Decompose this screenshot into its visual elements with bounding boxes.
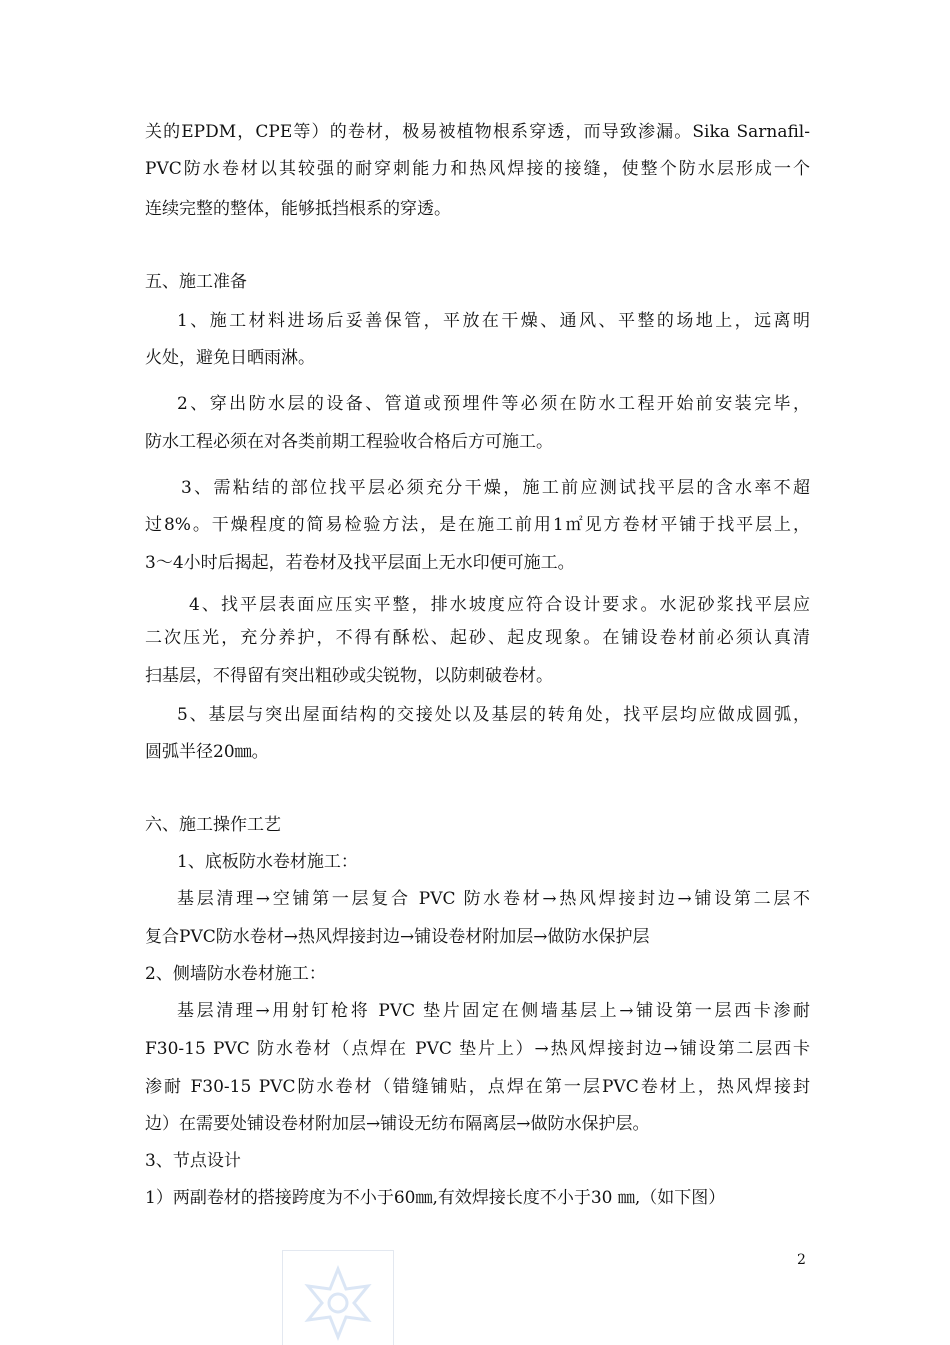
paragraph-line: 关的EPDM，CPE等）的卷材，极易被植物根系穿透，而导致渗漏。Sika Sarnafil- bbox=[145, 122, 810, 142]
paragraph-line: 5、基层与突出屋面结构的交接处以及基层的转角处，找平层均应做成圆弧， bbox=[177, 705, 810, 725]
paragraph-line: 连续完整的整体，能够抵挡根系的穿透。 bbox=[145, 199, 451, 219]
paragraph-line: 边）在需要处铺设卷材附加层→铺设无纺布隔离层→做防水保护层。 bbox=[145, 1114, 650, 1134]
paragraph-line: 圆弧半径20㎜。 bbox=[145, 742, 269, 762]
snowflake-logo-icon bbox=[283, 1251, 393, 1345]
watermark-logo bbox=[282, 1250, 394, 1345]
paragraph-line: 1、施工材料进场后妥善保管，平放在干燥、通风、平整的场地上，远离明 bbox=[177, 311, 810, 331]
paragraph-line: 复合PVC防水卷材→热风焊接封边→铺设卷材附加层→做防水保护层 bbox=[145, 927, 650, 947]
paragraph-line: 防水工程必须在对各类前期工程验收合格后方可施工。 bbox=[145, 432, 553, 452]
paragraph-line: F30-15 PVC 防水卷材（点焊在 PVC 垫片上）→热风焊接封边→铺设第二层西卡 bbox=[145, 1039, 810, 1059]
paragraph-line: 3、节点设计 bbox=[145, 1151, 241, 1171]
section-heading: 六、施工操作工艺 bbox=[145, 815, 281, 835]
paragraph-line: 1）两副卷材的搭接跨度为不小于60㎜,有效焊接长度不小于30 ㎜,（如下图） bbox=[145, 1188, 726, 1208]
paragraph-line: 3～4小时后揭起，若卷材及找平层面上无水印便可施工。 bbox=[145, 553, 575, 573]
page-number: 2 bbox=[797, 1252, 806, 1268]
paragraph-line: 火处，避免日晒雨淋。 bbox=[145, 348, 315, 368]
paragraph-line: 基层清理→用射钉枪将 PVC 垫片固定在侧墙基层上→铺设第一层西卡渗耐 bbox=[177, 1001, 810, 1021]
paragraph-line: 2、穿出防水层的设备、管道或预埋件等必须在防水工程开始前安装完毕， bbox=[177, 394, 810, 414]
paragraph-line: 基层清理→空铺第一层复合 PVC 防水卷材→热风焊接封边→铺设第二层不 bbox=[177, 889, 810, 909]
paragraph-line: 扫基层，不得留有突出粗砂或尖锐物，以防刺破卷材。 bbox=[145, 666, 553, 686]
paragraph-line: 过8%。干燥程度的简易检验方法，是在施工前用1㎡见方卷材平铺于找平层上， bbox=[145, 515, 810, 535]
paragraph-line: 3、需粘结的部位找平层必须充分干燥，施工前应测试找平层的含水率不超 bbox=[181, 478, 810, 498]
paragraph-line: 渗耐 F30-15 PVC防水卷材（错缝铺贴，点焊在第一层PVC卷材上，热风焊接封 bbox=[145, 1077, 810, 1097]
section-heading: 五、施工准备 bbox=[145, 272, 247, 292]
paragraph-line: 4、找平层表面应压实平整，排水坡度应符合设计要求。水泥砂浆找平层应 bbox=[189, 595, 810, 615]
paragraph-line: 1、底板防水卷材施工： bbox=[177, 852, 358, 872]
paragraph-line: 2、侧墙防水卷材施工： bbox=[145, 964, 326, 984]
paragraph-line: PVC防水卷材以其较强的耐穿刺能力和热风焊接的接缝，使整个防水层形成一个 bbox=[145, 159, 810, 179]
paragraph-line: 二次压光，充分养护，不得有酥松、起砂、起皮现象。在铺设卷材前必须认真清 bbox=[145, 628, 810, 648]
